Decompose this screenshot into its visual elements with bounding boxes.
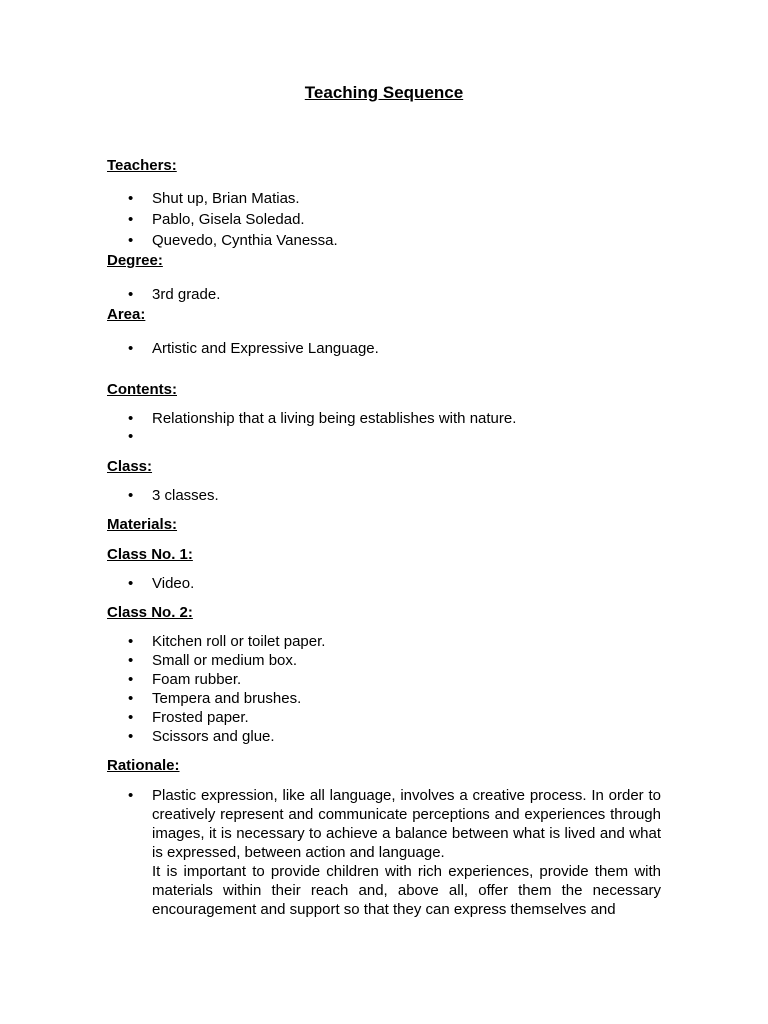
teacher-name: Quevedo, Cynthia Vanessa. xyxy=(152,232,338,249)
materials-heading: Materials: xyxy=(107,516,178,533)
bullet-icon: • xyxy=(128,575,134,592)
list-item xyxy=(128,574,668,593)
page-title-text: Teaching Sequence xyxy=(304,83,464,102)
list-item xyxy=(128,231,668,250)
class-value: 3 classes. xyxy=(152,487,219,504)
class-no-1-heading: Class No. 1: xyxy=(107,546,193,563)
rationale-heading: Rationale: xyxy=(107,757,180,774)
material-item: Foam rubber. xyxy=(152,671,242,688)
bullet-icon: • xyxy=(128,190,134,207)
list-item xyxy=(128,339,668,358)
area-value: Artistic and Expressive Language. xyxy=(152,340,379,357)
bullet-icon: • xyxy=(128,340,134,357)
bullet-icon: • xyxy=(128,232,134,249)
bullet-icon: • xyxy=(128,728,134,745)
bullet-icon: • xyxy=(128,690,134,707)
bullet-icon: • xyxy=(128,428,134,445)
list-item xyxy=(128,486,668,505)
bullet-icon: • xyxy=(128,211,134,228)
rationale-paragraph: Plastic expression, like all language, involves a creative process. In order to creatively represent and communicate perceptions and experiences through images, it is necessary to achieve a balance between what is lived and what is expressed, between action and language. xyxy=(152,787,661,861)
list-item xyxy=(128,708,668,727)
page-title xyxy=(0,82,768,104)
list-item xyxy=(128,210,668,229)
bullet-icon: • xyxy=(128,633,134,650)
class-no-2-heading: Class No. 2: xyxy=(107,604,193,621)
bullet-icon: • xyxy=(128,709,134,726)
teachers-heading: Teachers: xyxy=(107,157,177,174)
list-item xyxy=(128,689,668,708)
material-item: Scissors and glue. xyxy=(152,728,275,745)
teacher-name: Shut up, Brian Matias. xyxy=(152,190,300,207)
list-item xyxy=(128,651,668,670)
list-item xyxy=(128,189,668,208)
material-item: Kitchen roll or toilet paper. xyxy=(152,633,326,650)
bullet-icon: • xyxy=(128,671,134,688)
bullet-icon: • xyxy=(128,652,134,669)
list-item xyxy=(128,285,668,304)
list-item xyxy=(128,632,668,651)
list-item xyxy=(128,409,668,428)
degree-value: 3rd grade. xyxy=(152,286,221,303)
area-heading: Area: xyxy=(107,306,146,323)
list-item xyxy=(128,727,668,746)
bullet-icon: • xyxy=(128,286,134,303)
rationale-list-item xyxy=(128,786,668,919)
bullet-icon: • xyxy=(128,787,134,804)
bullet-icon: • xyxy=(128,487,134,504)
material-item: Video. xyxy=(152,575,195,592)
contents-heading: Contents: xyxy=(107,381,177,398)
rationale-paragraph: It is important to provide children with rich experiences, provide them with materials within their reach and, above all, offer them the necessary encouragement and support so that they can express themselves and xyxy=(152,863,661,918)
list-item xyxy=(128,670,668,689)
list-item xyxy=(128,427,668,446)
class-heading: Class: xyxy=(107,458,153,475)
bullet-icon: • xyxy=(128,410,134,427)
material-item: Small or medium box. xyxy=(152,652,298,669)
material-item: Frosted paper. xyxy=(152,709,249,726)
contents-value: Relationship that a living being establishes with nature. xyxy=(152,410,517,427)
material-item: Tempera and brushes. xyxy=(152,690,302,707)
teacher-name: Pablo, Gisela Soledad. xyxy=(152,211,305,228)
degree-heading: Degree: xyxy=(107,252,163,269)
rationale-text xyxy=(152,786,661,919)
